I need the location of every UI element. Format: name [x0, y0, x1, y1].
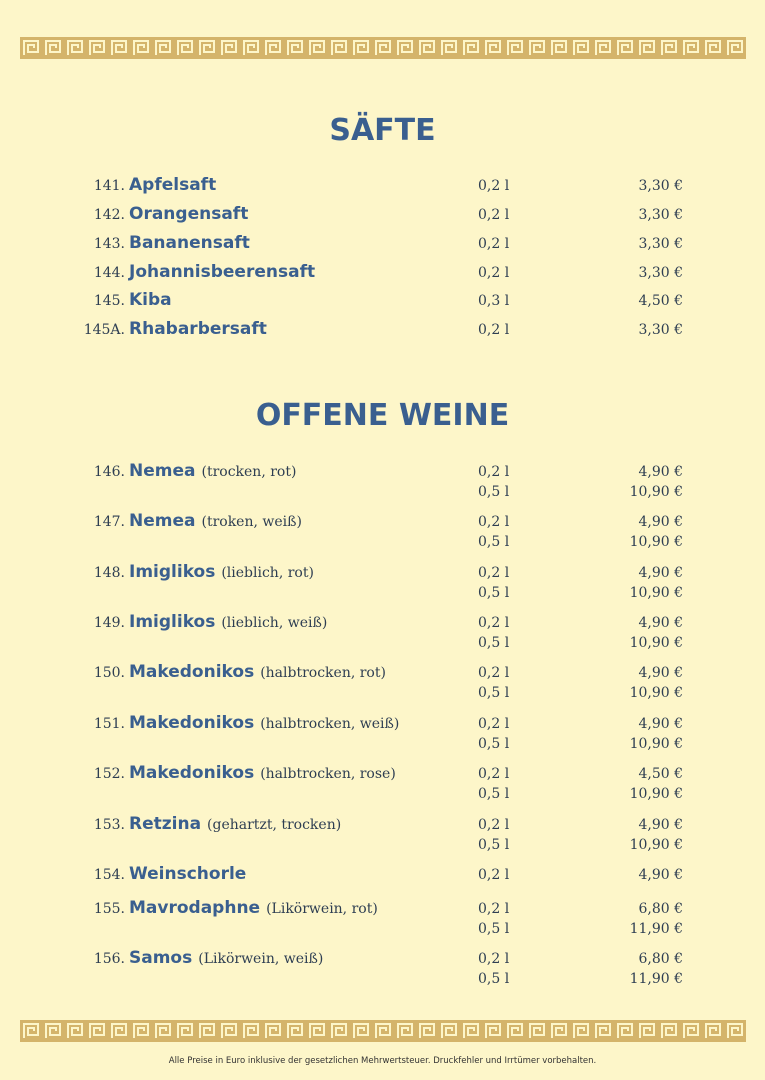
- item-price: 10,90 €: [629, 786, 683, 802]
- item-price: 4,50 €: [638, 766, 683, 782]
- item-quantity: 0,3 l: [478, 293, 510, 309]
- item-quantity: 0,2 l: [478, 178, 510, 194]
- menu-item-subrow: [0, 730, 765, 756]
- item-number: 141.: [93, 178, 125, 194]
- greek-key-border-top: [20, 37, 746, 59]
- menu-item: [0, 230, 765, 256]
- item-number: 142.: [93, 207, 125, 223]
- item-price: 3,30 €: [638, 236, 683, 252]
- item-name: Imiglikos: [129, 562, 216, 582]
- item-price: 4,90 €: [638, 665, 683, 681]
- item-number: 144.: [93, 265, 125, 281]
- item-quantity: 0,2 l: [478, 665, 510, 681]
- item-price: 10,90 €: [629, 484, 683, 500]
- item-price: 3,30 €: [638, 178, 683, 194]
- item-name-wrap: [129, 233, 256, 253]
- item-number: 145A.: [83, 322, 125, 338]
- item-price: 4,50 €: [638, 293, 683, 309]
- item-price: 10,90 €: [629, 736, 683, 752]
- item-name: Nemea: [129, 461, 196, 481]
- item-name: Bananensaft: [129, 233, 250, 253]
- menu-item: [0, 201, 765, 227]
- footer-disclaimer: Alle Preise in Euro inklusive der gesetzlichen Mehrwertsteuer. Druckfehler und Irrtümer vorbehalten.: [168, 1056, 597, 1066]
- item-name: Makedonikos: [129, 713, 255, 733]
- item-number: 153.: [93, 817, 125, 833]
- item-quantity: 0,5 l: [478, 786, 510, 802]
- item-price: 11,90 €: [629, 971, 683, 987]
- item-quantity: 0,5 l: [478, 971, 510, 987]
- menu-item-subrow: [0, 965, 765, 991]
- item-quantity: 0,2 l: [478, 615, 510, 631]
- item-note: (trocken, rot): [201, 464, 297, 480]
- menu-item-subrow: [0, 579, 765, 605]
- item-name-wrap: [129, 204, 254, 224]
- item-quantity: 0,5 l: [478, 685, 510, 701]
- item-name: Samos: [129, 948, 193, 968]
- item-quantity: 0,2 l: [478, 322, 510, 338]
- menu-item-subrow: [0, 780, 765, 806]
- item-name-wrap: [129, 290, 178, 310]
- item-note: (halbtrocken, rot): [260, 665, 386, 681]
- item-quantity: 0,5 l: [478, 635, 510, 651]
- greek-key-border-bottom: [20, 1020, 746, 1042]
- item-name: Rhabarbersaft: [129, 319, 267, 339]
- item-price: 6,80 €: [638, 951, 683, 967]
- item-price: 4,90 €: [638, 464, 683, 480]
- item-name: Kiba: [129, 290, 172, 310]
- menu-item-subrow: [0, 915, 765, 941]
- item-note: (gehartzt, trocken): [207, 817, 342, 833]
- item-note: (halbtrocken, rose): [260, 766, 396, 782]
- menu-item-subrow: [0, 831, 765, 857]
- item-quantity: 0,5 l: [478, 534, 510, 550]
- item-quantity: 0,5 l: [478, 837, 510, 853]
- item-quantity: 0,2 l: [478, 236, 510, 252]
- item-price: 10,90 €: [629, 534, 683, 550]
- item-number: 149.: [93, 615, 125, 631]
- item-number: 145.: [93, 293, 125, 309]
- item-quantity: 0,5 l: [478, 585, 510, 601]
- item-name: Imiglikos: [129, 612, 216, 632]
- menu-item: [0, 172, 765, 198]
- item-number: 151.: [93, 716, 125, 732]
- item-price: 10,90 €: [629, 685, 683, 701]
- item-number: 143.: [93, 236, 125, 252]
- item-price: 3,30 €: [638, 265, 683, 281]
- item-price: 3,30 €: [638, 322, 683, 338]
- item-note: (troken, weiß): [201, 514, 302, 530]
- item-quantity: 0,2 l: [478, 565, 510, 581]
- item-name: Mavrodaphne: [129, 898, 261, 918]
- item-number: 154.: [93, 867, 125, 883]
- item-number: 155.: [93, 901, 125, 917]
- item-quantity: 0,5 l: [478, 921, 510, 937]
- menu-item-subrow: [0, 478, 765, 504]
- item-quantity: 0,2 l: [478, 901, 510, 917]
- item-name-wrap: [129, 319, 273, 339]
- item-number: 148.: [93, 565, 125, 581]
- item-price: 10,90 €: [629, 837, 683, 853]
- item-price: 4,90 €: [638, 514, 683, 530]
- item-quantity: 0,2 l: [478, 951, 510, 967]
- item-quantity: 0,5 l: [478, 736, 510, 752]
- item-price: 4,90 €: [638, 565, 683, 581]
- item-number: 147.: [93, 514, 125, 530]
- item-price: 4,90 €: [638, 716, 683, 732]
- item-name-wrap: [129, 262, 321, 282]
- item-name: Nemea: [129, 511, 196, 531]
- section-title-weine: OFFENE WEINE: [255, 398, 510, 433]
- item-name: Johannisbeerensaft: [129, 262, 316, 282]
- item-quantity: 0,2 l: [478, 207, 510, 223]
- item-quantity: 0,2 l: [478, 867, 510, 883]
- item-note: (halbtrocken, weiß): [260, 716, 400, 732]
- item-note: (lieblich, weiß): [221, 615, 328, 631]
- menu-item: [0, 316, 765, 342]
- item-quantity: 0,2 l: [478, 766, 510, 782]
- item-name-wrap: [129, 175, 222, 195]
- item-number: 152.: [93, 766, 125, 782]
- item-price: 3,30 €: [638, 207, 683, 223]
- section-title-saefte: SÄFTE: [329, 113, 436, 148]
- item-number: 146.: [93, 464, 125, 480]
- item-name: Makedonikos: [129, 662, 255, 682]
- item-price: 4,90 €: [638, 817, 683, 833]
- item-price: 6,80 €: [638, 901, 683, 917]
- menu-item: [0, 259, 765, 285]
- menu-item: [0, 287, 765, 313]
- item-name: Makedonikos: [129, 763, 255, 783]
- item-quantity: 0,2 l: [478, 817, 510, 833]
- menu-item-subrow: [0, 629, 765, 655]
- menu-item: [0, 861, 765, 887]
- item-name: Apfelsaft: [129, 175, 217, 195]
- item-quantity: 0,2 l: [478, 514, 510, 530]
- item-price: 10,90 €: [629, 635, 683, 651]
- item-note: (lieblich, rot): [221, 565, 314, 581]
- item-number: 156.: [93, 951, 125, 967]
- item-quantity: 0,2 l: [478, 464, 510, 480]
- item-price: 11,90 €: [629, 921, 683, 937]
- item-number: 150.: [93, 665, 125, 681]
- item-name-wrap: [129, 864, 252, 884]
- menu-item-subrow: [0, 679, 765, 705]
- item-note: (Likörwein, weiß): [198, 951, 324, 967]
- item-name: Weinschorle: [129, 864, 247, 884]
- item-price: 4,90 €: [638, 615, 683, 631]
- item-name: Retzina: [129, 814, 202, 834]
- item-quantity: 0,5 l: [478, 484, 510, 500]
- item-note: (Likörwein, rot): [266, 901, 378, 917]
- item-price: 10,90 €: [629, 585, 683, 601]
- item-quantity: 0,2 l: [478, 716, 510, 732]
- item-price: 4,90 €: [638, 867, 683, 883]
- item-name: Orangensaft: [129, 204, 249, 224]
- item-quantity: 0,2 l: [478, 265, 510, 281]
- menu-item-subrow: [0, 528, 765, 554]
